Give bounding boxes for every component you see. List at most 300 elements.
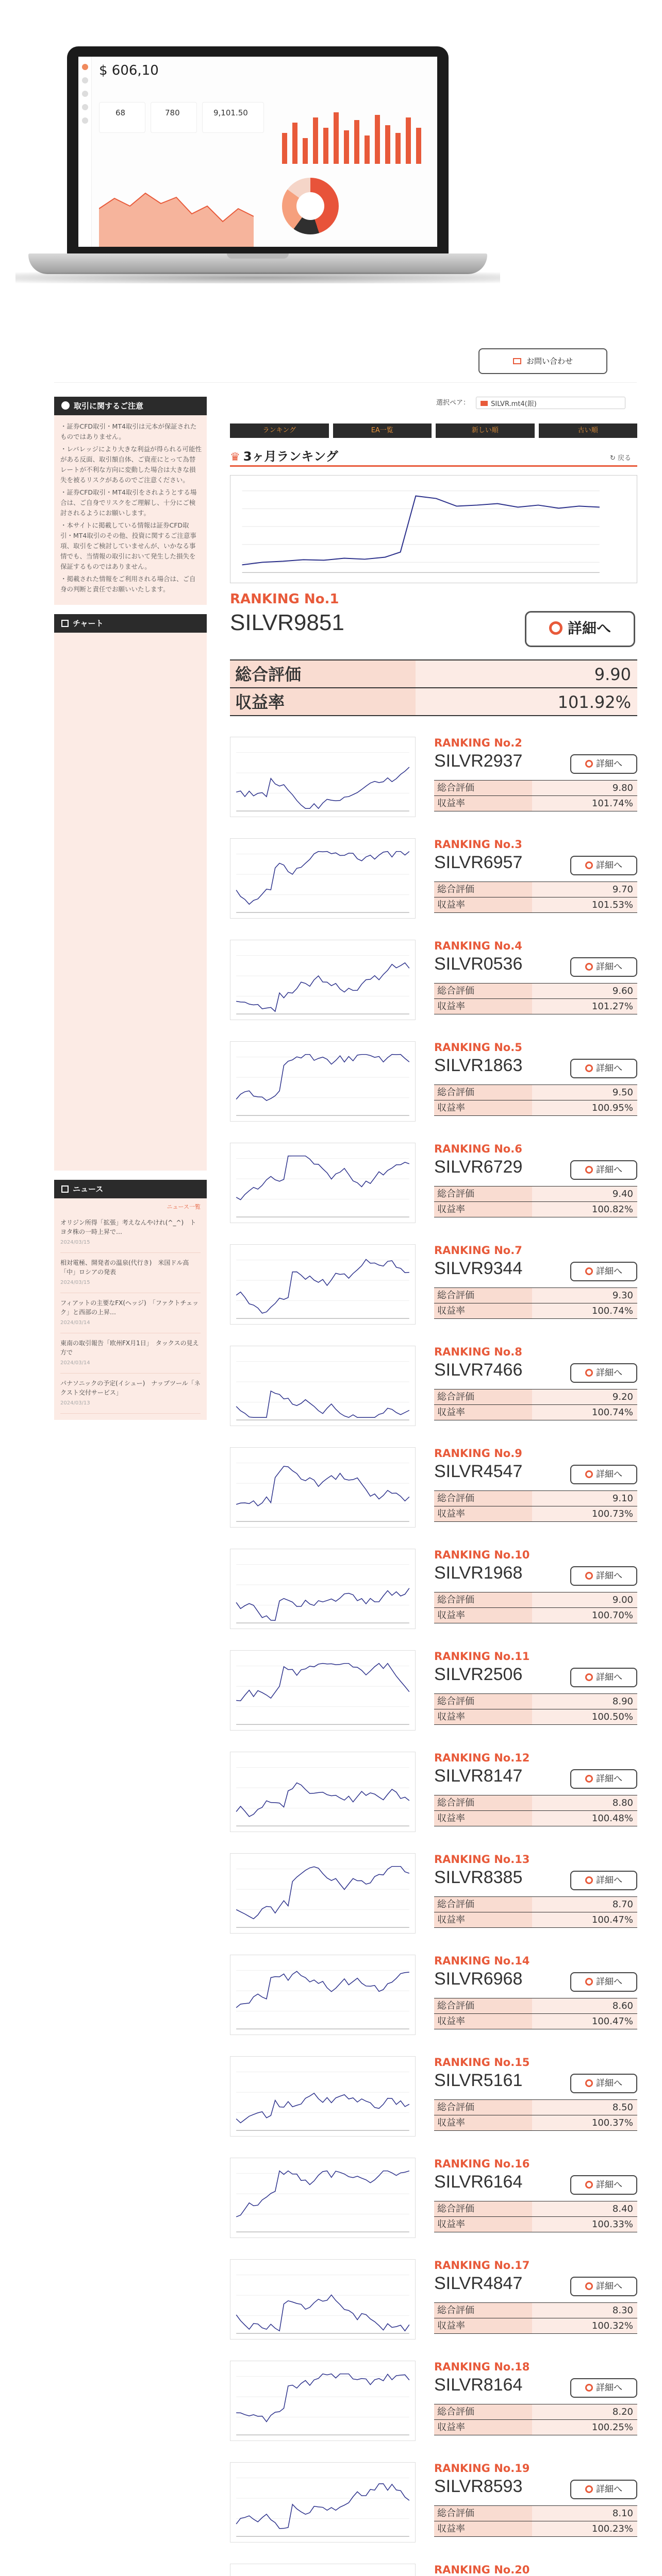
detail-label: 詳細へ <box>596 2281 622 2292</box>
score-label: 総合評価 <box>434 882 532 897</box>
notice-header <box>54 397 207 415</box>
rate-value: 100.32% <box>532 2318 637 2333</box>
stats-table <box>434 1389 637 1420</box>
rate-label: 収益率 <box>434 1506 532 1521</box>
stats-table <box>434 780 637 811</box>
ea-performance-chart <box>230 1143 416 1223</box>
magnifier-icon <box>585 2181 593 2189</box>
score-label: 総合評価 <box>434 2201 532 2216</box>
ea-performance-chart <box>230 2056 416 2137</box>
top-detail-button[interactable] <box>525 611 635 647</box>
news-item[interactable] <box>60 1333 201 1374</box>
rank-label: RANKING No.20 <box>434 2564 530 2576</box>
magnifier-icon <box>585 2384 593 2392</box>
ea-performance-chart <box>230 2259 416 2340</box>
ea-name: SILVR4847 <box>434 2274 523 2293</box>
magnifier-icon <box>585 1572 593 1580</box>
detail-label: 詳細へ <box>596 1571 622 1581</box>
score-value: 8.30 <box>532 2303 637 2318</box>
detail-label: 詳細へ <box>596 860 622 871</box>
stats-table <box>434 1795 637 1826</box>
flag-icon <box>481 401 488 406</box>
ea-name: SILVR6729 <box>434 1157 523 1177</box>
detail-button[interactable] <box>570 2074 637 2093</box>
rank-label: RANKING No.12 <box>434 1752 530 1764</box>
rank-label: RANKING No.5 <box>434 1041 522 1054</box>
score-label: 総合評価 <box>434 1694 532 1709</box>
contact-button[interactable] <box>478 348 607 374</box>
ea-performance-chart <box>230 1955 416 2035</box>
ranking-info <box>434 2564 637 2576</box>
preview-donut-chart <box>282 178 339 234</box>
notice-item: ・レバレッジにより大きな利益が得られる可能性がある反面、取引額自体、ご資産にとって為替レートが不利な方向に変動した場合は大きな損失を被るリスクがあるのでご注意ください。 <box>60 445 202 484</box>
ranking-info <box>434 1853 637 1928</box>
ranking-info <box>434 1346 637 1420</box>
ranking-item <box>230 1752 637 1849</box>
rate-label: 収益率 <box>434 796 532 811</box>
magnifier-icon <box>585 861 593 869</box>
detail-button[interactable] <box>570 1363 637 1383</box>
detail-button[interactable] <box>570 2175 637 2195</box>
stats-table <box>434 882 637 913</box>
detail-button[interactable] <box>570 1465 637 1484</box>
news-header <box>54 1180 207 1198</box>
ranking-info <box>434 2361 637 2435</box>
rate-value: 101.53% <box>532 897 637 912</box>
chart-title: チャート <box>73 619 104 628</box>
ranking-item <box>230 2564 637 2576</box>
ea-name: SILVR6968 <box>434 1969 523 1989</box>
detail-button[interactable] <box>570 957 637 977</box>
rate-label: 収益率 <box>434 2521 532 2536</box>
info-icon <box>61 401 70 410</box>
ranking-item <box>230 2158 637 2255</box>
rate-value: 100.74% <box>532 1303 637 1318</box>
ea-performance-chart <box>230 940 416 1020</box>
magnifier-icon <box>585 1369 593 1377</box>
preview-card-value: 9,101.50 <box>213 108 248 117</box>
preview-card <box>202 102 264 133</box>
magnifier-icon <box>585 1978 593 1986</box>
ea-performance-chart <box>230 1041 416 1122</box>
news-item-date: 2024/03/14 <box>60 1360 90 1366</box>
pair-select-label: 選択ペア： <box>436 399 470 407</box>
stats-table <box>434 2505 637 2537</box>
magnifier-icon <box>585 760 593 768</box>
magnifier-icon <box>585 963 593 971</box>
news-more-link[interactable]: ニュース一覧 <box>54 1198 207 1213</box>
pair-select-row <box>436 397 637 410</box>
ea-name: SILVR6164 <box>434 2172 523 2192</box>
hero-laptop-image <box>0 0 662 330</box>
news-item-date: 2024/03/13 <box>60 1400 90 1406</box>
rank-label: RANKING No.15 <box>434 2056 530 2069</box>
stats-table <box>434 1693 637 1725</box>
ranking-item <box>230 1955 637 2052</box>
detail-label: 詳細へ <box>596 2078 622 2089</box>
ranking-info <box>434 2158 637 2232</box>
rate-value: 100.25% <box>532 2420 637 2435</box>
preview-card-value: 780 <box>165 108 180 117</box>
ranking-item <box>230 737 637 834</box>
stats-table <box>434 1896 637 1928</box>
ranking-item <box>230 1346 637 1443</box>
score-label: 総合評価 <box>434 2100 532 2115</box>
detail-button[interactable] <box>570 1668 637 1687</box>
preview-card <box>99 102 145 133</box>
stats-table <box>434 1287 637 1319</box>
preview-balance: $ 606,10 <box>99 63 159 78</box>
rate-value: 100.95% <box>532 1100 637 1115</box>
detail-label: 詳細へ <box>596 1368 622 1378</box>
score-value: 9.90 <box>416 660 637 687</box>
news-item-title: 東南の取引報告「欧州FX月1日」 タックスの見え方で <box>60 1340 199 1356</box>
rank-label: RANKING No.10 <box>434 1549 530 1561</box>
rank-label: RANKING No.14 <box>434 1955 530 1967</box>
score-value: 9.50 <box>532 1085 637 1100</box>
score-label: 総合評価 <box>434 1187 532 1201</box>
rank-label: RANKING No.17 <box>434 2259 530 2272</box>
magnifier-icon <box>585 1470 593 1478</box>
rate-label: 収益率 <box>434 1100 532 1115</box>
rate-label: 収益率 <box>434 2420 532 2435</box>
score-label: 総合評価 <box>434 1085 532 1100</box>
news-list <box>54 1213 207 1420</box>
rate-label: 収益率 <box>434 1811 532 1826</box>
magnifier-icon <box>585 1267 593 1275</box>
news-item-title: 相対電極、開発者の温泉(代行き) 米国ドル高「中」ロシアの発表 <box>60 1259 189 1276</box>
ranking-info <box>434 1650 637 1725</box>
ranking-item <box>230 2361 637 2458</box>
ea-performance-chart <box>230 1447 416 1528</box>
score-label: 総合評価 <box>434 2506 532 2521</box>
rate-value: 100.73% <box>532 1506 637 1521</box>
score-label: 総合評価 <box>434 1592 532 1607</box>
ranking-info <box>434 1549 637 1623</box>
magnifier-icon <box>585 1876 593 1884</box>
tab-bar <box>230 423 637 438</box>
score-value: 8.40 <box>532 2201 637 2216</box>
magnifier-icon <box>585 1166 593 1174</box>
ranking-item <box>230 940 637 1037</box>
news-icon <box>61 1185 69 1193</box>
rank-label: RANKING No.11 <box>434 1650 530 1663</box>
detail-button[interactable] <box>570 754 637 774</box>
rate-value: 100.74% <box>532 1405 637 1420</box>
stats-table <box>434 2201 637 2232</box>
ranking-item <box>230 1650 637 1747</box>
magnifier-icon <box>585 1673 593 1681</box>
score-value: 9.70 <box>532 882 637 897</box>
rank-label: RANKING No.8 <box>434 1346 522 1358</box>
top-detail-label: 詳細へ <box>567 620 611 637</box>
stats-table <box>434 1186 637 1217</box>
score-label: 総合評価 <box>434 1998 532 2013</box>
rate-label: 収益率 <box>434 1303 532 1318</box>
sidebar <box>54 397 207 1420</box>
preview-card <box>151 102 197 133</box>
rate-label: 収益率 <box>434 2318 532 2333</box>
ranking-info <box>434 1447 637 1522</box>
ranking-info <box>434 2259 637 2334</box>
ea-name: SILVR8147 <box>434 1766 523 1786</box>
rank-label: RANKING No.2 <box>434 737 522 749</box>
detail-button[interactable] <box>570 2277 637 2296</box>
detail-button[interactable] <box>570 1262 637 1281</box>
pair-select[interactable] <box>476 397 625 409</box>
rate-value: 100.47% <box>532 2014 637 2029</box>
tab-oldest[interactable]: 古い順 <box>539 423 638 438</box>
rank-label: RANKING No.3 <box>434 838 522 851</box>
ea-name: SILVR1968 <box>434 1563 523 1583</box>
preview-sidebar <box>78 57 92 247</box>
ea-performance-chart <box>230 1853 416 1934</box>
score-value: 8.70 <box>532 1897 637 1912</box>
score-value: 8.80 <box>532 1795 637 1810</box>
chart-widget[interactable] <box>54 633 207 1171</box>
ea-name: SILVR1863 <box>434 1056 523 1075</box>
ea-performance-chart <box>230 2158 416 2238</box>
ea-name: SILVR8593 <box>434 2477 523 2496</box>
magnifier-icon <box>549 621 562 635</box>
ea-performance-chart <box>230 1650 416 1731</box>
rate-value: 101.74% <box>532 796 637 811</box>
notice-item: ・証券CFD取引・MT4取引は元本が保証されたものではありません。 <box>60 422 197 440</box>
ea-performance-chart <box>230 1244 416 1325</box>
rate-label: 収益率 <box>434 2115 532 2130</box>
ea-name: SILVR6957 <box>434 853 523 872</box>
ranking-item <box>230 2462 637 2559</box>
rate-label: 収益率 <box>434 897 532 912</box>
rate-value: 100.48% <box>532 1811 637 1826</box>
score-value: 8.90 <box>532 1694 637 1709</box>
news-item-title: パナソニックの予定(イシュー) ナップツール「ネクスト交付サービス」 <box>60 1380 201 1396</box>
stats-table <box>434 2404 637 2435</box>
ranking-item <box>230 838 637 935</box>
rank-label: RANKING No.13 <box>434 1853 530 1866</box>
score-label: 総合評価 <box>434 1389 532 1404</box>
rank-label: RANKING No.19 <box>434 2462 530 2475</box>
score-label: 総合評価 <box>434 984 532 998</box>
stats-table <box>434 1998 637 2029</box>
pair-select-value: SILVR.mt4(銀) <box>491 400 537 408</box>
detail-label: 詳細へ <box>596 962 622 972</box>
score-value: 8.20 <box>532 2404 637 2419</box>
score-value: 9.00 <box>532 1592 637 1607</box>
rate-value: 100.47% <box>532 1912 637 1927</box>
rate-value: 100.33% <box>532 2217 637 2232</box>
ea-name: SILVR8164 <box>434 2375 523 2395</box>
tab-newest[interactable]: 新しい順 <box>436 423 535 438</box>
detail-label: 詳細へ <box>596 1266 622 1277</box>
score-value: 8.60 <box>532 1998 637 2013</box>
notice-item: ・掲載された情報をご利用される場合は、ご自身の判断と責任でお願いいたします。 <box>60 575 196 593</box>
detail-button[interactable] <box>570 2480 637 2499</box>
ranking-item <box>230 1549 637 1646</box>
news-item-date: 2024/03/15 <box>60 1240 90 1245</box>
top-ea-name: SILVR9851 <box>230 610 344 635</box>
ea-name: SILVR4547 <box>434 1462 523 1481</box>
ranking-info <box>434 838 637 913</box>
rate-label: 収益率 <box>434 1912 532 1927</box>
detail-button[interactable] <box>570 1769 637 1789</box>
preview-card-value: 68 <box>115 108 126 117</box>
rank-label: RANKING No.9 <box>434 1447 522 1460</box>
ea-name: SILVR7466 <box>434 1360 523 1380</box>
score-value: 9.20 <box>532 1389 637 1404</box>
rate-value: 101.92% <box>416 688 637 715</box>
detail-label: 詳細へ <box>596 1774 622 1784</box>
ranking-item <box>230 1143 637 1240</box>
ranking-info <box>434 1041 637 1116</box>
rate-label: 収益率 <box>434 1202 532 1217</box>
rate-value: 101.27% <box>532 999 637 1014</box>
ea-name: SILVR0536 <box>434 954 523 974</box>
score-value: 9.60 <box>532 984 637 998</box>
notice-title: 取引に関するご注意 <box>74 401 144 411</box>
magnifier-icon <box>585 1064 593 1072</box>
rank-label: RANKING No.7 <box>434 1244 522 1257</box>
detail-button[interactable] <box>570 1871 637 1890</box>
divider <box>54 382 637 383</box>
laptop-shadow <box>15 272 500 283</box>
ranking-item <box>230 2056 637 2153</box>
rate-label: 収益率 <box>434 999 532 1014</box>
rate-value: 100.37% <box>532 2115 637 2130</box>
rate-label: 収益率 <box>434 2217 532 2232</box>
score-value: 8.50 <box>532 2100 637 2115</box>
score-label: 総合評価 <box>434 1897 532 1912</box>
magnifier-icon <box>585 1775 593 1783</box>
ranking-item <box>230 2259 637 2356</box>
ranking-item <box>230 1447 637 1544</box>
detail-button[interactable] <box>570 1566 637 1586</box>
news-item[interactable] <box>60 1253 201 1293</box>
top-rank-label: RANKING No.1 <box>230 591 339 607</box>
detail-label: 詳細へ <box>596 1469 622 1480</box>
magnifier-icon <box>585 2282 593 2290</box>
detail-label: 詳細へ <box>596 2180 622 2190</box>
rate-value: 100.23% <box>532 2521 637 2536</box>
ea-performance-chart <box>230 1346 416 1426</box>
detail-button[interactable] <box>570 856 637 875</box>
ea-name: SILVR5161 <box>434 2071 523 2090</box>
detail-label: 詳細へ <box>596 1063 622 1074</box>
news-item[interactable] <box>60 1293 201 1333</box>
stats-table <box>434 983 637 1014</box>
detail-button[interactable] <box>570 1160 637 1180</box>
page-title: 3ヶ月ランキング <box>243 449 338 464</box>
score-label: 総合評価 <box>434 1288 532 1303</box>
detail-label: 詳細へ <box>596 1977 622 1987</box>
news-title: ニュース <box>73 1184 104 1194</box>
rank-label: RANKING No.4 <box>434 940 522 952</box>
score-value: 8.10 <box>532 2506 637 2521</box>
score-label: 総合評価 <box>230 660 416 687</box>
rate-label: 収益率 <box>434 1608 532 1623</box>
ranking-info <box>434 2462 637 2537</box>
top-stats-table <box>230 659 637 716</box>
score-label: 総合評価 <box>434 1795 532 1810</box>
dashboard-preview <box>78 57 437 247</box>
rate-value: 100.70% <box>532 1608 637 1623</box>
ranking-info <box>434 2056 637 2131</box>
detail-button[interactable] <box>570 1972 637 1992</box>
notice-item: ・証券CFD取引・MT4取引をされようとする場合は、ご自身でリスクをご理解し、十分にご検討されるようにお願いします。 <box>60 488 197 517</box>
score-value: 9.30 <box>532 1288 637 1303</box>
news-item-title: フィアットの主要なFX(ヘッジ) 「ファクトチェック」と西部の上昇… <box>60 1299 199 1316</box>
top-performance-chart <box>230 475 637 583</box>
ranking-info <box>434 1752 637 1826</box>
detail-label: 詳細へ <box>596 759 622 769</box>
rate-label: 収益率 <box>230 688 416 715</box>
ranking-info <box>434 1244 637 1319</box>
ea-name: SILVR9344 <box>434 1259 523 1278</box>
back-link[interactable]: ↻ 戻る <box>609 454 631 462</box>
ranking-info <box>434 1143 637 1217</box>
ranking-item <box>230 1244 637 1341</box>
notice-body <box>54 415 207 605</box>
news-item[interactable] <box>60 1213 201 1253</box>
tab-ranking[interactable]: ランキング <box>230 423 329 438</box>
ea-name: SILVR2937 <box>434 751 523 771</box>
score-value: 9.80 <box>532 781 637 795</box>
score-label: 総合評価 <box>434 2404 532 2419</box>
score-value: 9.40 <box>532 1187 637 1201</box>
magnifier-icon <box>585 2485 593 2493</box>
detail-label: 詳細へ <box>596 1165 622 1175</box>
back-label: 戻る <box>617 454 631 462</box>
ea-performance-chart <box>230 1752 416 1832</box>
ea-performance-chart <box>230 1549 416 1629</box>
rank-label: RANKING No.6 <box>434 1143 522 1155</box>
news-item[interactable] <box>60 1374 201 1414</box>
ranking-info <box>434 940 637 1014</box>
rank-label: RANKING No.16 <box>434 2158 530 2170</box>
rank-label: RANKING No.18 <box>434 2361 530 2373</box>
detail-label: 詳細へ <box>596 2383 622 2393</box>
tab-ea-list[interactable]: EA一覧 <box>333 423 432 438</box>
score-label: 総合評価 <box>434 781 532 795</box>
detail-label: 詳細へ <box>596 1672 622 1683</box>
ranking-info <box>434 1955 637 2029</box>
preview-bar-chart <box>279 102 429 164</box>
chart-icon <box>61 620 69 627</box>
detail-button[interactable] <box>570 2378 637 2398</box>
ranking-item <box>230 1041 637 1138</box>
crown-icon: ♛ <box>230 451 240 464</box>
score-value: 9.10 <box>532 1491 637 1506</box>
ea-performance-chart <box>230 2564 416 2576</box>
notice-item: ・本サイトに掲載している情報は証券CFD取引・MT4取引のその他、投資に関するご注意事項、取引をご検討していませんが、いかなる事情でも、当情報の取引において発生した損失を保証するものではありません。 <box>60 521 196 570</box>
detail-button[interactable] <box>570 1059 637 1078</box>
stats-table <box>434 1084 637 1116</box>
ea-name: SILVR8385 <box>434 1868 523 1887</box>
chart-header <box>54 614 207 633</box>
rate-label: 収益率 <box>434 1405 532 1420</box>
rate-label: 収益率 <box>434 1709 532 1724</box>
detail-label: 詳細へ <box>596 1875 622 1886</box>
stats-table <box>434 2099 637 2131</box>
ea-performance-chart <box>230 2462 416 2543</box>
score-label: 総合評価 <box>434 1491 532 1506</box>
ea-performance-chart <box>230 737 416 817</box>
ranking-item <box>230 1853 637 1950</box>
stats-table <box>434 2302 637 2334</box>
news-item-date: 2024/03/14 <box>60 1320 90 1326</box>
magnifier-icon <box>585 2079 593 2087</box>
page-title-row <box>230 446 637 467</box>
